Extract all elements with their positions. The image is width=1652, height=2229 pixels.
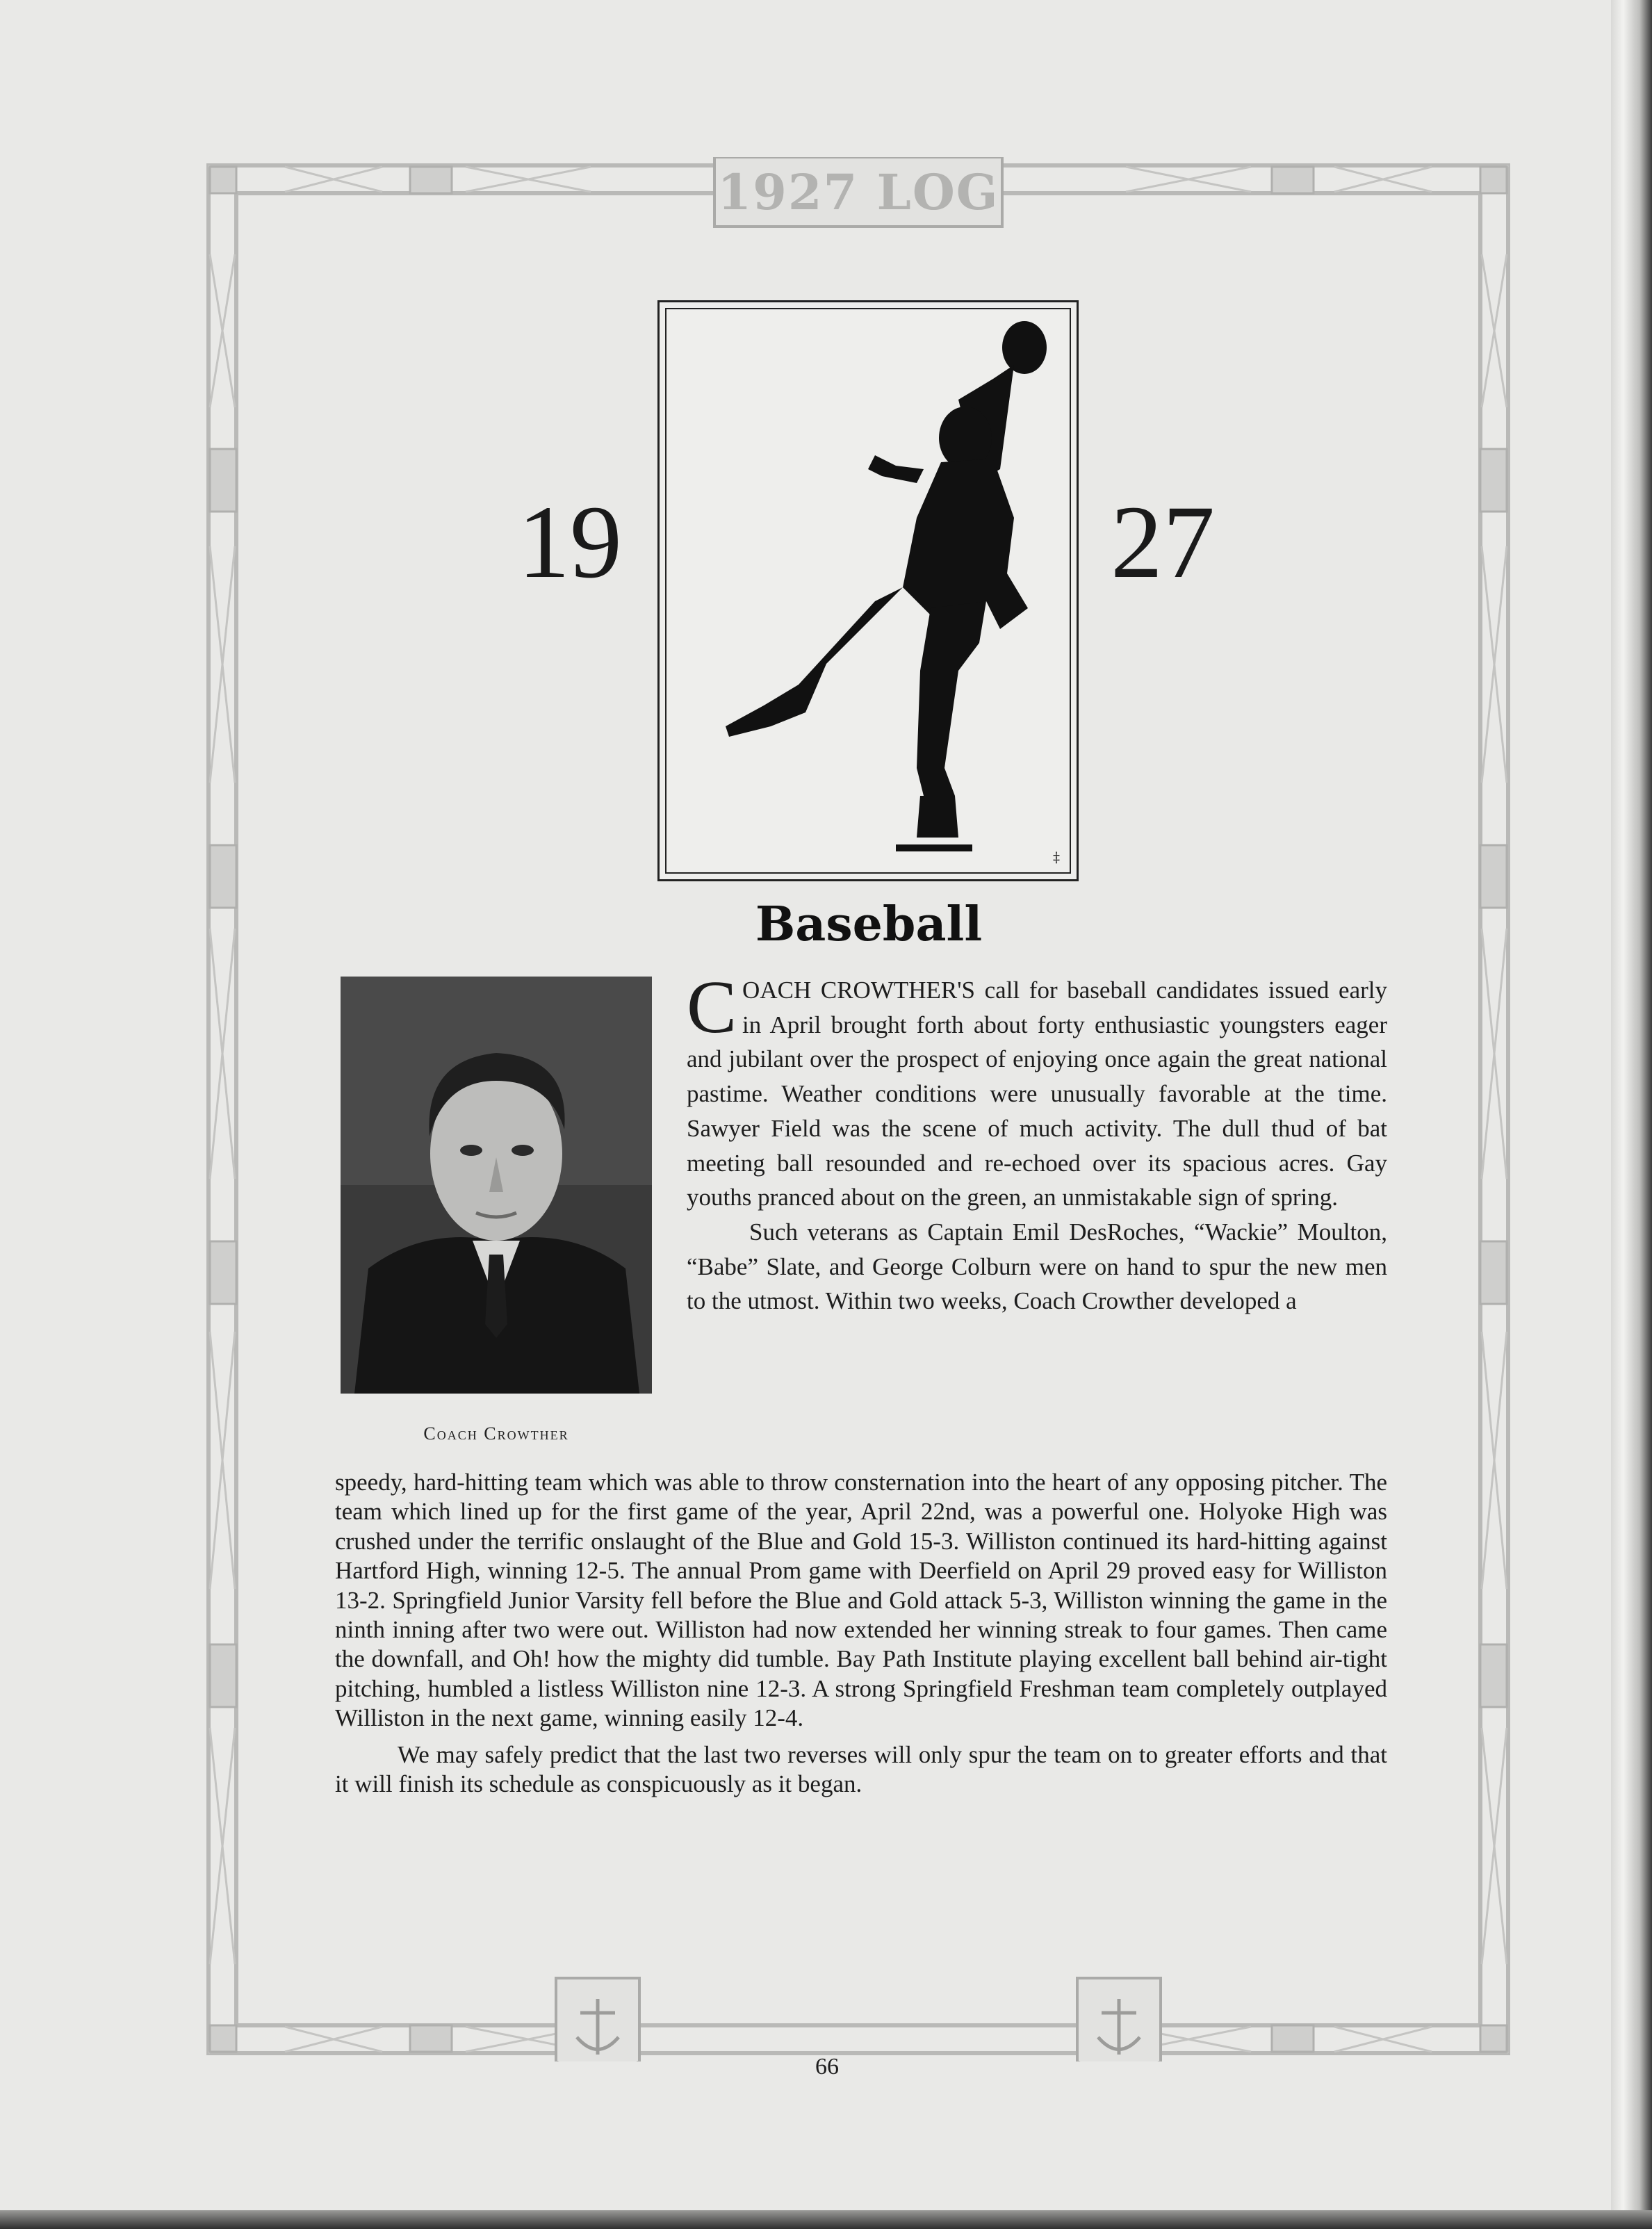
article-paragraph-2-start: Such veterans as Captain Emil DesRoches, “Wackie” Moulton, “Babe” Slate, and George Colburn were on hand to spur the new men to the utmost. Within two weeks, Coach Crowther developed a	[687, 1218, 1387, 1315]
section-title: Baseball	[755, 897, 983, 952]
article-full-width	[335, 1468, 1387, 1799]
drop-cap: C	[687, 966, 737, 1049]
yearbook-header-title: 1927 LOG	[717, 163, 999, 221]
article-paragraph-1	[687, 966, 1387, 1215]
paragraph-1-text: OACH CROWTHER'S call for baseball candidates issued early in April brought forth about forty enthusiastic youngsters eager and jubilant over the prospect of enjoying once again the great national pastime. Weather conditions were unusually favorable at the time. Sawyer Field was the scene of much activity. The dull thud of bat meeting ball resounded and re-echoed over its spacious acres. Gay youths pranced about on the green, an unmistakable sign of spring.	[687, 977, 1387, 1211]
baseball-silhouette-frame	[657, 300, 1079, 881]
photo-caption: Coach Crowther	[423, 1423, 569, 1444]
year-left-digits: 19	[518, 484, 622, 600]
silhouette-inner-frame	[665, 308, 1071, 874]
year-right-digits: 27	[1111, 484, 1215, 600]
article-paragraph-3: We may safely predict that the last two reverses will only spur the team on to greater efforts and that it will finish its schedule as conspicuously as it began.	[335, 1740, 1387, 1798]
page-number: 66	[815, 2054, 839, 2080]
coach-portrait-photo	[341, 977, 652, 1394]
article-column	[687, 966, 1387, 1318]
baseball-player-silhouette	[666, 309, 1068, 871]
book-spine-edge	[1611, 0, 1652, 2229]
artist-mark: ‡	[1053, 849, 1060, 865]
article-paragraph-2-rest: speedy, hard-hitting team which was able to throw consternation into the heart of any opposing pitcher. The team which lined up for the first game of the year, April 22nd, was a powerful one. Holyoke High was crushed under the terrific onslaught of the Blue and Gold 15-3. Williston continued its hard-hitting against Hartford High, winning 12-5. The annual Prom game with Deerfield on April 29 proved easy for Williston 13-2. Springfield Junior Varsity fell before the Blue and Gold attack 5-3, Williston winning the game in the ninth inning after two were out. Williston had now extended her winning streak to four games. Then came the downfall, and Oh! how the mighty did tumble. Bay Path Institute playing excellent ball behind air-tight pitching, humbled a listless Williston nine 12-3. A strong Springfield Freshman team completely outplayed Williston in the next game, winning easily 12-4.	[335, 1469, 1387, 1732]
page-bottom-edge	[0, 2210, 1652, 2229]
coach-portrait-image	[341, 977, 652, 1394]
